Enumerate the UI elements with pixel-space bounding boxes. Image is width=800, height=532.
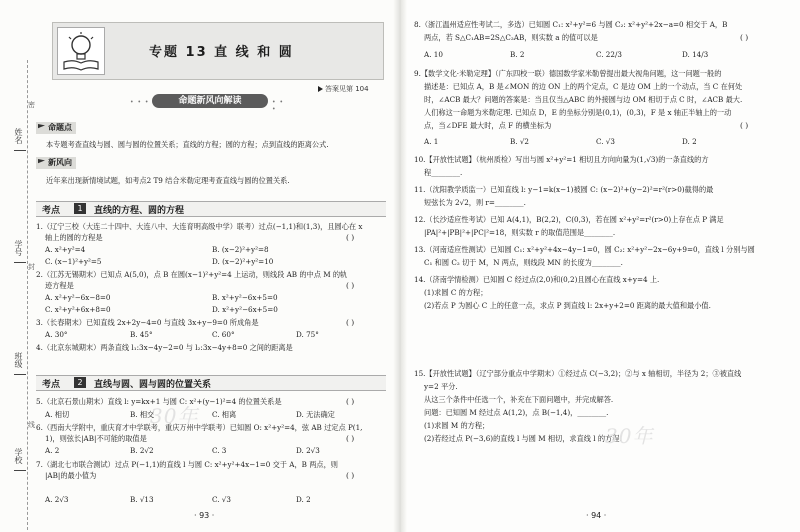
question-12-stem-cont: |PA|²+|PB|²+|PC|²=18，则实数 r 的取值范围是________. [424, 228, 616, 237]
section-title: 命题新风向解读 [152, 94, 268, 108]
question-1-option-a: A. x²+y²=4 [45, 245, 86, 254]
question-13-stem: 13.（河南适应性测试）已知圆 C₁: x²+y²+4x−4y−1=0，圆 C₂: x²+y²−2x−6y+9=0，直线 l 分别与圆 [414, 245, 755, 254]
question-6-option-b: B. 2√2 [130, 446, 154, 455]
binding-label-student-id: 学号 [14, 240, 23, 256]
intro-paragraph-1: 本专题考查直线与圆、圆与圆的位置关系；直线的方程；圆的方程；点到直线的距离公式. [46, 140, 329, 149]
question-11-stem: 11.（沈阳教学质监一）已知直线 l: y−1=k(x−1)被圆 C: (x−2)²+(y−2)²=r²(r>0)截得的最 [414, 185, 714, 194]
question-3-option-b: B. 45° [130, 330, 153, 339]
question-10-stem-cont: 程________. [424, 168, 463, 177]
question-8-option-c: C. 22/3 [596, 50, 622, 59]
flag-icon [38, 159, 45, 166]
question-8-option-a: A. 10 [424, 50, 443, 59]
answer-paren: ( ) [346, 471, 355, 480]
binding-label-class: 班级 [14, 352, 23, 368]
question-3-stem: 3.（长春期末）已知直线 2x+2y−4=0 与直线 3x+y−9=0 所成角是 [36, 318, 259, 327]
answer-reference: 答案见第 104 [318, 84, 369, 94]
question-1-stem: 1.（辽宁三校（大连二十四中、大连八中、大连育明高级中学）联考）过点(−1,1)和(1,3)，且圆心在 x [36, 222, 363, 231]
question-5-option-d: D. 无法确定 [296, 410, 335, 419]
watermark-logo: 30年 [605, 424, 654, 448]
page-number-right: · 94 · [586, 511, 607, 520]
question-7-option-d: D. 2 [296, 495, 311, 504]
question-9-line-5: 点，当∠DFE 最大时，点 F 的横坐标为 [424, 121, 552, 130]
question-9-option-d: D. 2 [682, 137, 697, 146]
knowledge-point-2-header: 考点 2 直线与圆、圆与圆的位置关系 [36, 375, 386, 391]
question-12-stem: 12.（长沙适应性考试）已知 A(4,1)，B(2,2)，C(0,3)，若在圆 x²+y²=r²(r>0)上存在点 P 满足 [414, 215, 724, 224]
question-15-instruction: 从这三个条件中任选一个，补充在下面问题中，并完成解答. [424, 395, 614, 404]
intro-paragraph-2: 近年来出现新情境试题，如考点2 T9 结合米勒定理考查直线与圆的位置关系. [46, 176, 290, 185]
question-15-part-1: (1)求圆 M 的方程； [424, 421, 490, 430]
question-4-stem: 4.（北京东城期末）两条直线 l₁:3x−4y−2=0 与 l₂:3x−4y+8=0 之间的距离是 [36, 343, 293, 352]
topic-title: 专题 13 直 线 和 圆 [149, 45, 294, 60]
question-15-stem-cont: y=2 平分. [424, 382, 458, 391]
cut-mark-feng: 封 [28, 263, 35, 271]
cut-mark-xian: 线 [28, 421, 35, 429]
question-6-stem-cont: 1)，则弦长|AB|不可能的取值是 [45, 434, 147, 443]
flag-icon [38, 124, 45, 131]
question-6-option-d: D. 2√3 [296, 446, 320, 455]
question-1-option-d: D. (x−2)²+y²=10 [212, 257, 274, 266]
question-14-stem: 14.（济南学情检测）已知圆 C 经过点(2,0)和(0,2)且圆心在直线 x+y=4 上. [414, 275, 660, 284]
section-header [130, 94, 290, 113]
decorative-dots: • • • [130, 99, 150, 106]
answer-paren: ( ) [346, 318, 355, 327]
binding-strip [0, 0, 34, 532]
question-6-option-c: C. 3 [212, 446, 227, 455]
tag-proposition: 命题点 [36, 122, 76, 134]
question-1-option-c: C. (x−1)²+y²=5 [45, 257, 102, 266]
question-9-option-a: A. 1 [424, 137, 439, 146]
question-14-part-1: (1)求圆 C 的方程； [424, 288, 488, 297]
question-15-part-2: (2)若经过点 P(−3,6)的直线 l 与圆 M 相切，求直线 l 的方程. [424, 434, 622, 443]
question-1-stem-cont: 轴上的圆的方程是 [45, 233, 103, 242]
triangle-pointer-icon [318, 86, 323, 92]
question-5-option-b: B. 相交 [130, 410, 155, 419]
answer-paren: ( ) [740, 33, 749, 42]
question-2-option-a: A. x²+y²−6x−8=0 [45, 293, 111, 302]
question-8-option-d: D. 14/3 [682, 50, 709, 59]
question-6-stem: 6.（西南大学附中，重庆育才中学联考，重庆万州中学联考）已知圆 O: x²+y²=4，弦 AB 过定点 P(1, [36, 423, 363, 432]
question-13-stem-cont: C₁ 和圆 C₂ 切于 M，N 两点，则线段 MN 的长度为________. [424, 258, 623, 267]
binding-label-name: 姓名 [14, 128, 23, 144]
binding-blank-line [14, 150, 26, 151]
question-3-option-c: C. 60° [212, 330, 235, 339]
answer-paren: ( ) [346, 434, 355, 443]
question-7-option-b: B. √13 [130, 495, 154, 504]
question-9-line-4: 人们称这一命题为米勒定理. 已知点 D，E 的坐标分别是(0,1)，(0,3)，F 是 x 轴正半轴上的一动 [424, 108, 732, 117]
question-15-problem: 问题：已知圆 M 经过点 A(1,2)，点 B(−1,4)，________. [424, 408, 609, 417]
question-7-stem: 7.（湖北七市联合测试）过点 P(−1,1)的直线 l 与圆 C: x²+y²+4x−1=0 交于 A，B 两点，则 [36, 460, 338, 469]
question-7-option-c: C. √3 [212, 495, 231, 504]
question-3-option-a: A. 30° [45, 330, 68, 339]
answer-paren: ( ) [740, 121, 749, 130]
page-number-left: · 93 · [194, 511, 215, 520]
question-8-option-b: B. 2 [510, 50, 525, 59]
question-2-option-d: D. x²+y²−6x+5=0 [212, 305, 278, 314]
question-2-option-b: B. x²+y²−6x+5=0 [212, 293, 278, 302]
question-14-part-2: (2)若点 P 为圆心 C 上的任意一点，求点 P 到直线 l: 2x+y+2=0 距离的最大值和最小值. [424, 301, 711, 310]
watermark-logo: 30年 [150, 404, 199, 428]
answer-paren: ( ) [346, 281, 355, 290]
topic-banner [52, 22, 384, 80]
question-7-option-a: A. 2√3 [45, 495, 69, 504]
cut-line [27, 60, 29, 530]
tag-new-trend: 新风向 [36, 157, 76, 169]
question-9-option-b: B. √2 [510, 137, 530, 146]
question-6-option-a: A. 2 [45, 446, 60, 455]
question-2-stem-cont: 迹方程是 [45, 281, 74, 290]
decorative-dots: • • • [272, 99, 284, 113]
lightbulb-book-icon [57, 27, 105, 75]
book-gutter [393, 0, 407, 532]
right-page [400, 0, 800, 532]
question-2-option-c: C. x²+y²+6x+8=0 [45, 305, 111, 314]
question-9-line-2: 描述是：已知点 A，B 是∠MON 的边 ON 上的两个定点，C 是边 OM 上的一个动点，当 C 在何处 [424, 82, 743, 91]
question-8-stem: 8.（浙江温州适应性考试二，多选）已知圆 C₁: x²+y²=6 与圆 C₂: x²+y²+2x−a=0 相交于 A，B [414, 20, 728, 29]
question-10-stem: 10.【开放性试题】（杭州质检）写出与圆 x²+y²=1 相切且方向向量为(1,√3)的一条直线的方 [414, 155, 709, 164]
question-9-stem: 9.【数学文化·米勒定理】（广东四校一联）德国数学家米勒曾提出最大视角问题，这一问题一般的 [414, 69, 722, 78]
binding-blank-line [14, 470, 26, 471]
question-1-option-b: B. (x−2)²+y²=8 [212, 245, 269, 254]
question-15-stem: 15.【开放性试题】（辽宁部分重点中学期末）①经过点 C(−3,2)；②与 x 轴相切，半径为 2；③被直线 [414, 369, 742, 378]
question-7-stem-cont: |AB|的最小值为 [45, 471, 97, 480]
cut-mark-mi: 密 [28, 101, 35, 109]
binding-label-school: 学校 [14, 448, 23, 464]
question-2-stem: 2.（江苏无锡期末）已知点 A(5,0)，点 B 在圆(x−1)²+y²=4 上运动，则线段 AB 的中点 M 的轨 [36, 270, 348, 279]
question-9-option-c: C. √3 [596, 137, 615, 146]
question-11-stem-cont: 短弦长为 2√2，则 r=________. [424, 198, 526, 207]
question-5-option-a: A. 相切 [45, 410, 70, 419]
question-5-stem: 5.（北京石景山期末）直线 l: y=kx+1 与圆 C: x²+(y−1)²=4 的位置关系是 [36, 397, 282, 406]
binding-blank-line [14, 262, 26, 263]
question-3-option-d: D. 75° [296, 330, 319, 339]
answer-paren: ( ) [346, 233, 355, 242]
question-8-stem-cont: 两点，若 S△C₁AB=2S△C₂AB，则实数 a 的值可以是 [424, 33, 598, 42]
knowledge-point-1-header: 考点 1 直线的方程、圆的方程 [36, 201, 386, 217]
question-9-line-3: 时，∠ACB 最大？问题的答案是：当且仅当△ABC 的外接圆与边 OM 相切于点 C 时，∠ACB 最大. [424, 95, 743, 104]
question-5-option-c: C. 相离 [212, 410, 237, 419]
binding-blank-line [14, 374, 26, 375]
answer-paren: ( ) [346, 397, 355, 406]
